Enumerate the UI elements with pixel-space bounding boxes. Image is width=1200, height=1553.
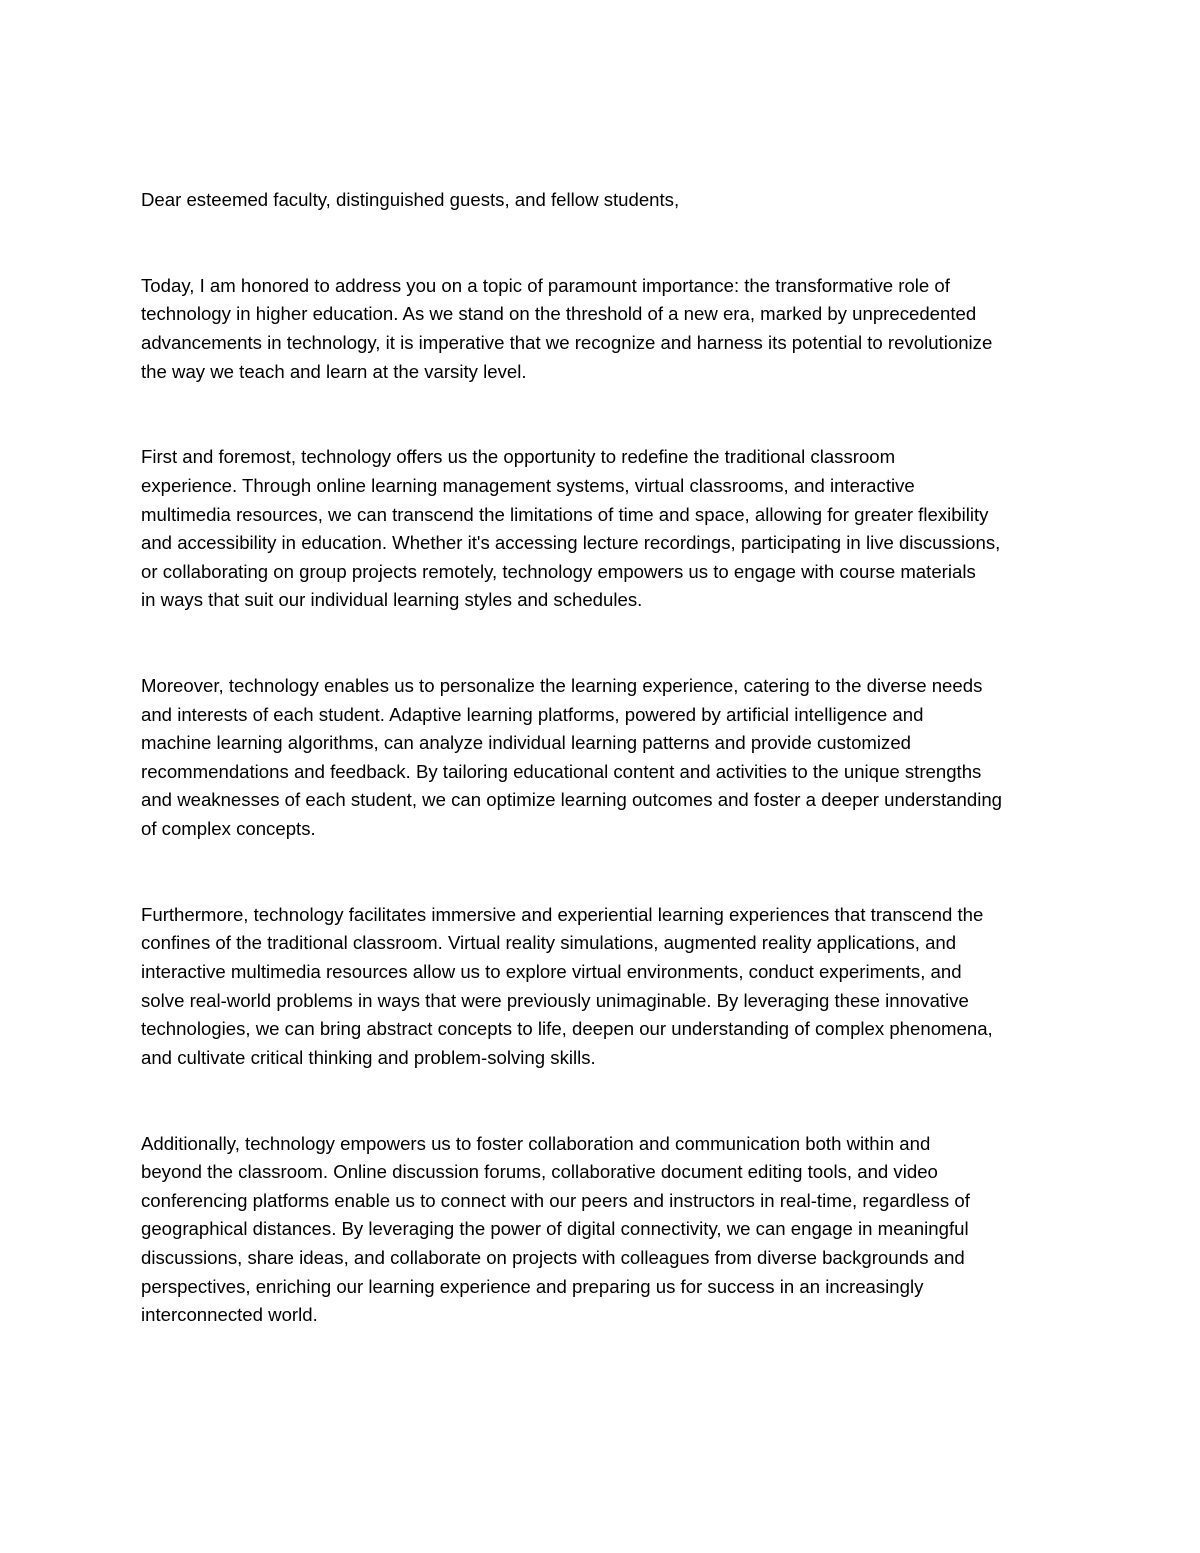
paragraph-line: in ways that suit our individual learning styles and schedules. <box>141 589 643 611</box>
paragraph-line: experience. Through online learning management systems, virtual classrooms, and interactive <box>141 474 915 496</box>
paragraph-line: Today, I am honored to address you on a topic of paramount importance: the transformative role of <box>141 274 950 296</box>
paragraph-furthermore <box>141 901 1061 1073</box>
paragraph-line: or collaborating on group projects remotely, technology empowers us to engage with course materials <box>141 560 976 582</box>
paragraph-line: and weaknesses of each student, we can optimize learning outcomes and foster a deeper understanding <box>141 789 1003 811</box>
paragraph-line: technologies, we can bring abstract concepts to life, deepen our understanding of complex phenomena, <box>141 1018 993 1040</box>
paragraph-line: solve real-world problems in ways that were previously unimaginable. By leveraging these innovative <box>141 989 969 1011</box>
paragraph-spacer <box>141 615 1061 672</box>
paragraph-spacer <box>141 844 1061 901</box>
salutation: Dear esteemed faculty, distinguished guests, and fellow students, <box>141 189 680 210</box>
paragraph-spacer <box>141 386 1061 443</box>
paragraph-line: and cultivate critical thinking and problem-solving skills. <box>141 1046 596 1068</box>
paragraph-line: geographical distances. By leveraging the power of digital connectivity, we can engage in meaningful <box>141 1218 969 1240</box>
paragraph-line: and accessibility in education. Whether it's accessing lecture recordings, participating in live discussions, <box>141 532 1001 554</box>
paragraph-line: machine learning algorithms, can analyze individual learning patterns and provide customized <box>141 732 912 754</box>
paragraph-spacer <box>141 215 1061 272</box>
paragraph-line: perspectives, enriching our learning experience and preparing us for success in an increasingly <box>141 1275 924 1297</box>
paragraph-line: multimedia resources, we can transcend the limitations of time and space, allowing for greater flexibility <box>141 503 989 525</box>
paragraph-line: the way we teach and learn at the varsity level. <box>141 360 527 382</box>
paragraph-line: Additionally, technology empowers us to foster collaboration and communication both within and <box>141 1132 931 1154</box>
paragraph-intro <box>141 272 1061 386</box>
paragraph-additionally <box>141 1130 1061 1330</box>
paragraph-line: Moreover, technology enables us to personalize the learning experience, catering to the diverse needs <box>141 675 983 697</box>
paragraph-first-and-foremost <box>141 443 1061 615</box>
paragraph-line: and interests of each student. Adaptive learning platforms, powered by artificial intelligence and <box>141 703 924 725</box>
paragraph-line: of complex concepts. <box>141 818 316 840</box>
paragraph-line: technology in higher education. As we stand on the threshold of a new era, marked by unprecedented <box>141 303 977 325</box>
paragraph-moreover <box>141 672 1061 844</box>
paragraph-line: discussions, share ideas, and collaborate on projects with colleagues from diverse backgrounds and <box>141 1246 965 1268</box>
paragraph-line: beyond the classroom. Online discussion forums, collaborative document editing tools, and video <box>141 1161 938 1183</box>
paragraph-line: conferencing platforms enable us to connect with our peers and instructors in real-time, regardless of <box>141 1189 970 1211</box>
paragraph-line: interactive multimedia resources allow us to explore virtual environments, conduct experiments, and <box>141 961 962 983</box>
paragraph-line: recommendations and feedback. By tailoring educational content and activities to the unique strengths <box>141 760 982 782</box>
paragraph-line: confines of the traditional classroom. Virtual reality simulations, augmented reality applications, and <box>141 932 957 954</box>
paragraph-spacer <box>141 1072 1061 1129</box>
paragraph-line: interconnected world. <box>141 1304 318 1326</box>
paragraph-line: advancements in technology, it is imperative that we recognize and harness its potential to revolutionize <box>141 331 993 353</box>
paragraph-line: First and foremost, technology offers us the opportunity to redefine the traditional classroom <box>141 446 896 468</box>
document-body <box>141 186 1061 1330</box>
paragraph-line: Furthermore, technology facilitates immersive and experiential learning experiences that transcend the <box>141 903 984 925</box>
